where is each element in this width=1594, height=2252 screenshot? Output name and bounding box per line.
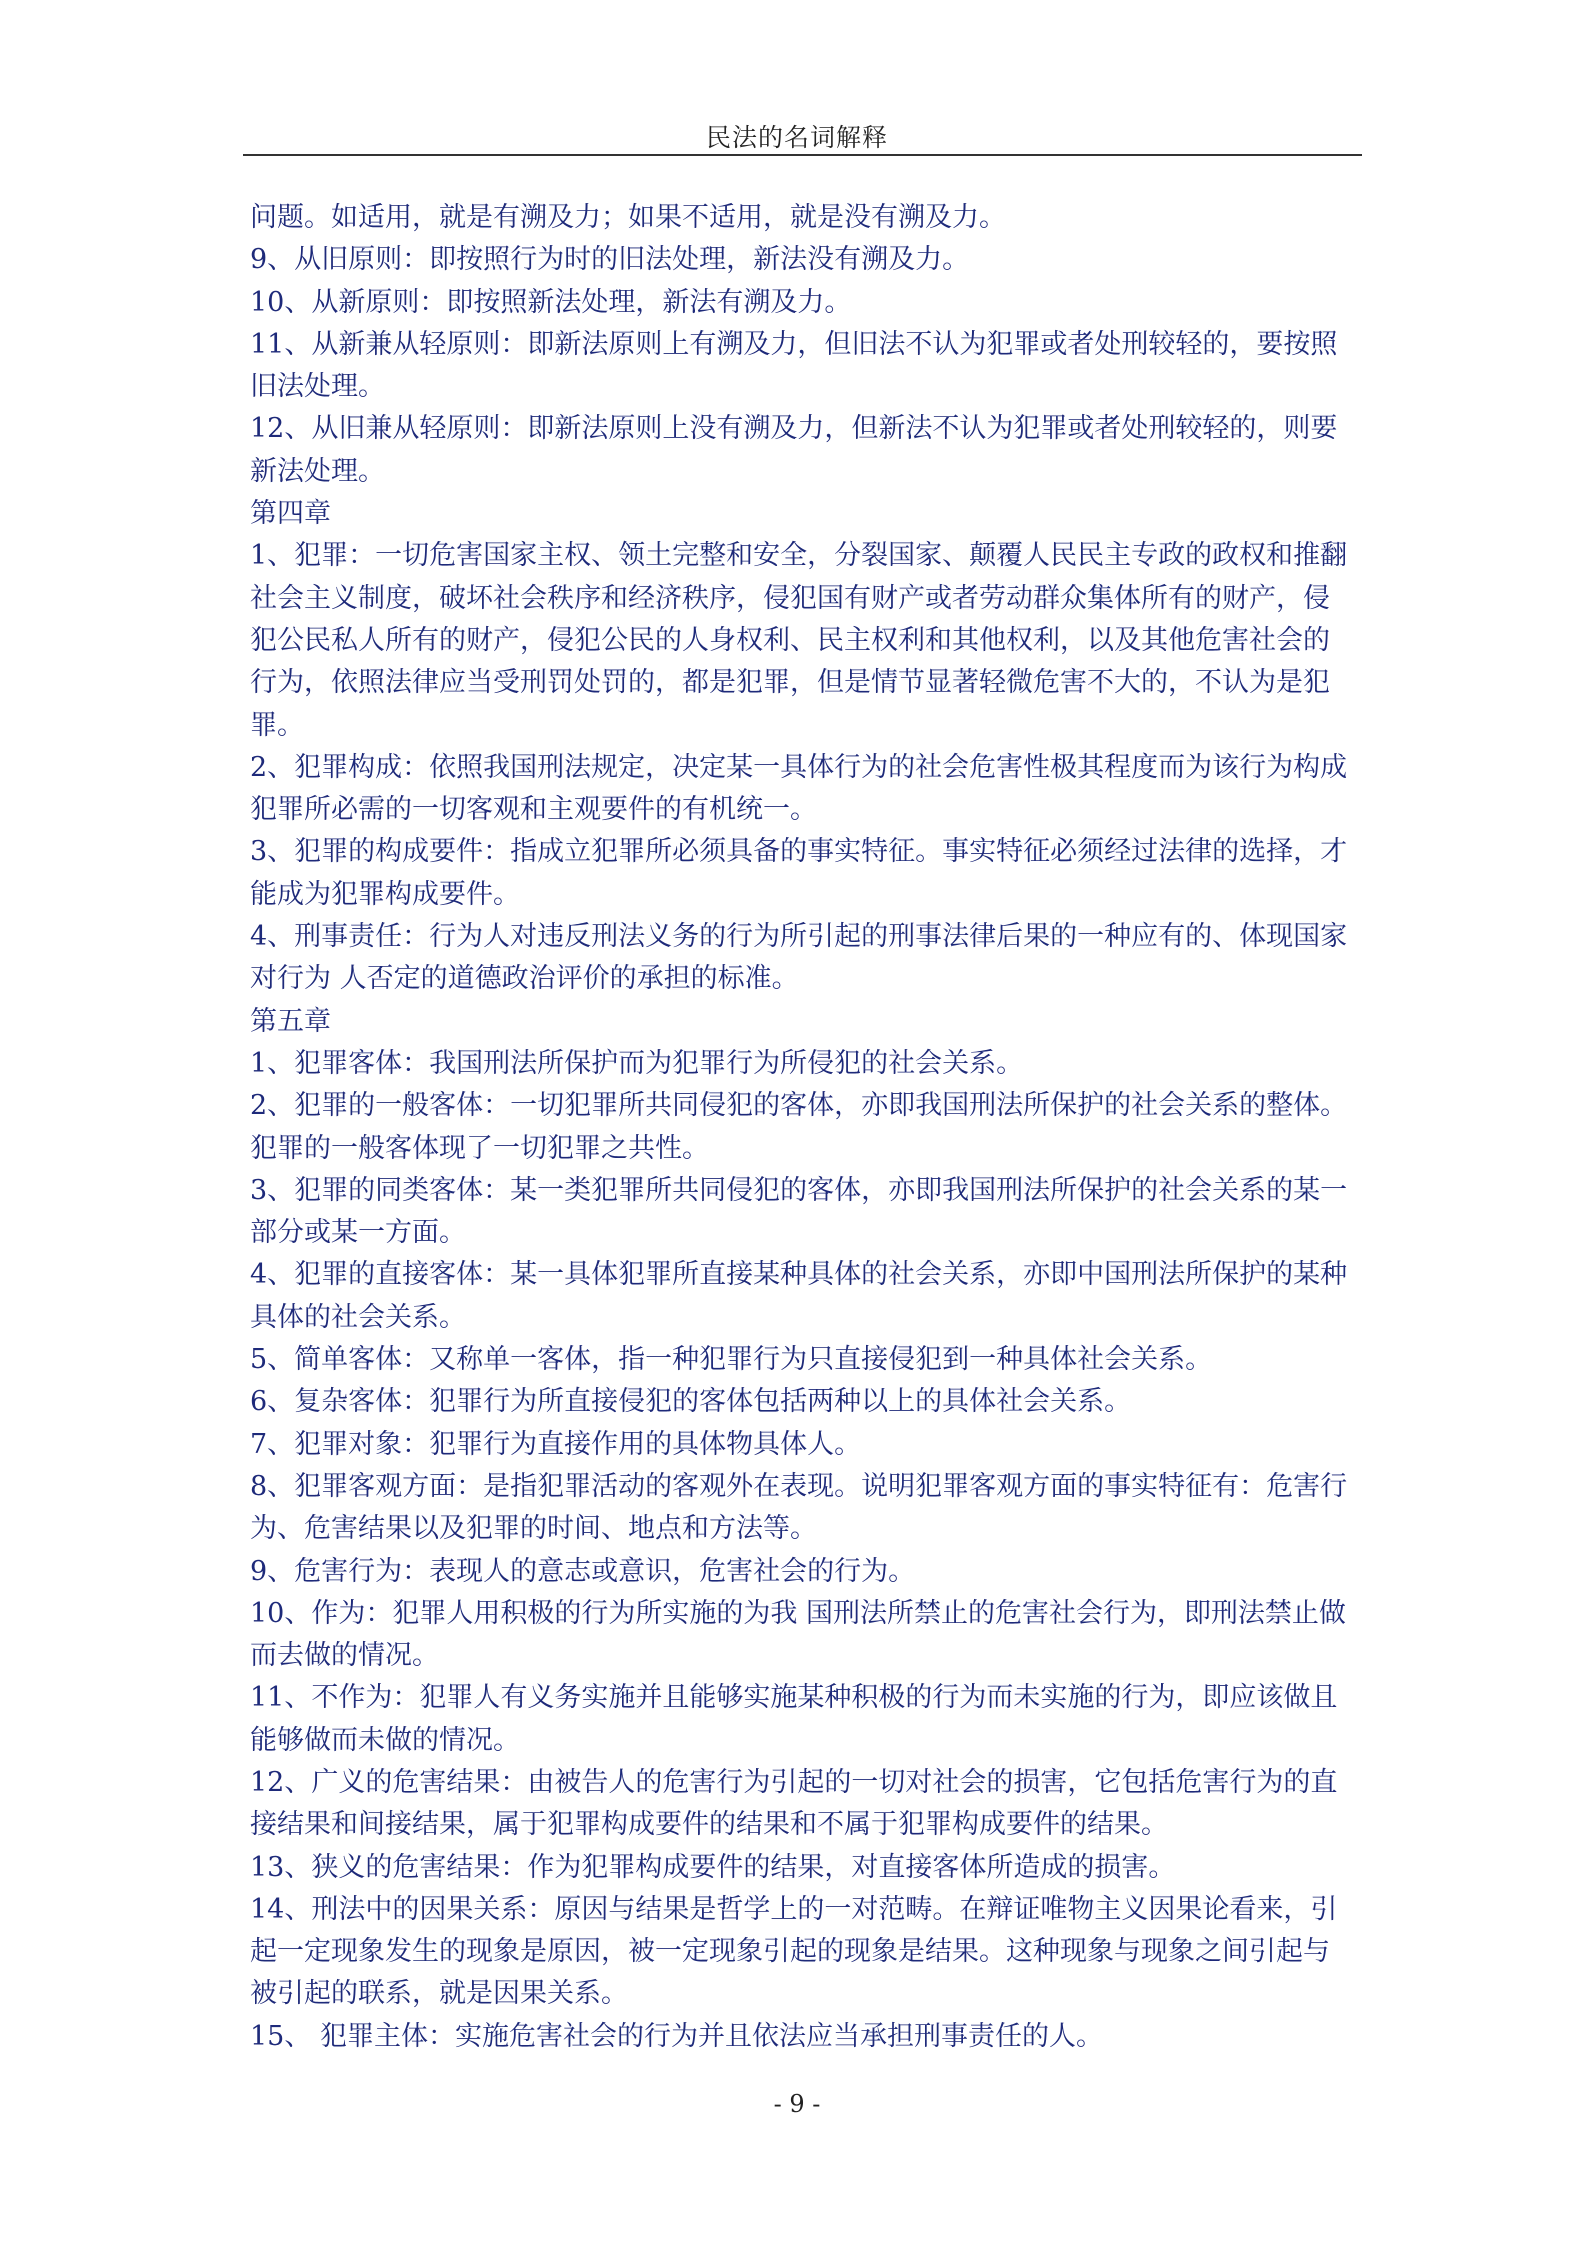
running-header-title: 民法的名词解释 [705, 123, 888, 152]
paragraph: 5、简单客体：又称单一客体，指一种犯罪行为只直接侵犯到一种具体社会关系。 [250, 1344, 1213, 1376]
page-number: - 9 - [773, 2090, 821, 2118]
paragraph: 1、犯罪客体：我国刑法所保护而为犯罪行为所侵犯的社会关系。 [250, 1047, 1024, 1079]
paragraph: 3、犯罪的同类客体：某一类犯罪所共同侵犯的客体，亦即我国刑法所保护的社会关系的某一部分或某一方面。 [250, 1174, 1348, 1249]
paragraph: 10、作为：犯罪人用积极的行为所实施的为我 国刑法所禁止的危害社会行为，即刑法禁止做而去做的情况。 [250, 1597, 1346, 1672]
paragraph: 4、犯罪的直接客体：某一具体犯罪所直接某种具体的社会关系，亦即中国刑法所保护的某种具体的社会关系。 [250, 1259, 1348, 1333]
paragraph: 10、从新原则：即按照新法处理，新法有溯及力。 [250, 286, 852, 318]
paragraph: 问题。如适用，就是有溯及力；如果不适用，就是没有溯及力。 [250, 202, 1006, 233]
paragraph: 8、犯罪客观方面：是指犯罪活动的客观外在表现。说明犯罪客观方面的事实特征有：危害行为、危害结果以及犯罪的时间、地点和方法等。 [250, 1470, 1348, 1545]
chapter-heading: 第五章 [250, 1005, 331, 1037]
header-divider [243, 154, 1362, 156]
paragraph: 6、复杂客体：犯罪行为所直接侵犯的客体包括两种以上的具体社会关系。 [250, 1386, 1132, 1418]
paragraph: 11、从新兼从轻原则：即新法原则上有溯及力，但旧法不认为犯罪或者处刑较轻的，要按照旧法处理。 [250, 328, 1338, 403]
chapter-heading: 第四章 [250, 498, 331, 530]
paragraph: 15、 犯罪主体：实施危害社会的行为并且依法应当承担刑事责任的人。 [250, 2020, 1103, 2052]
paragraph: 14、刑法中的因果关系：原因与结果是哲学上的一对范畴。在辩证唯物主义因果论看来，引起一定现象发生的现象是原因，被一定现象引起的现象是结果。这种现象与现象之间引起与被引起的联系，就是因果关系。 [250, 1893, 1338, 2010]
paragraph: 9、从旧原则：即按照行为时的旧法处理，新法没有溯及力。 [250, 244, 970, 276]
paragraph: 12、广义的危害结果：由被告人的危害行为引起的一切对社会的损害，它包括危害行为的直接结果和间接结果，属于犯罪构成要件的结果和不属于犯罪构成要件的结果。 [250, 1766, 1338, 1841]
paragraph: 2、犯罪的一般客体：一切犯罪所共同侵犯的客体，亦即我国刑法所保护的社会关系的整体。犯罪的一般客体现了一切犯罪之共性。 [250, 1090, 1348, 1164]
paragraph: 4、刑事责任：行为人对违反刑法义务的行为所引起的刑事法律后果的一种应有的、体现国家对行为 人否定的道德政治评价的承担的标准。 [250, 921, 1348, 995]
paragraph: 2、犯罪构成：依照我国刑法规定，决定某一具体行为的社会危害性极其程度而为该行为构成犯罪所必需的一切客观和主观要件的有机统一。 [250, 751, 1348, 826]
paragraph: 11、不作为：犯罪人有义务实施并且能够实施某种积极的行为而未实施的行为，即应该做且能够做而未做的情况。 [250, 1682, 1338, 1756]
paragraph: 1、犯罪：一切危害国家主权、领土完整和安全，分裂国家、颠覆人民民主专政的政权和推翻社会主义制度，破坏社会秩序和经济秩序，侵犯国有财产或者劳动群众集体所有的财产，侵犯公民私人所有的财产，侵犯公民的人身权利、民主权利和其他权利，以及其他危害社会的行为，依照法律应当受刑罚处罚的，都是犯罪，但是情节显著轻微危害不大的，不认为是犯罪。 [250, 540, 1348, 741]
paragraph: 9、危害行为：表现人的意志或意识，危害社会的行为。 [250, 1555, 916, 1587]
paragraph: 7、犯罪对象：犯罪行为直接作用的具体物具体人。 [250, 1428, 862, 1460]
paragraph: 13、狭义的危害结果：作为犯罪构成要件的结果，对直接客体所造成的损害。 [250, 1851, 1176, 1883]
paragraph: 3、犯罪的构成要件：指成立犯罪所必须具备的事实特征。事实特征必须经过法律的选择，才能成为犯罪构成要件。 [250, 836, 1348, 910]
paragraph: 12、从旧兼从轻原则：即新法原则上没有溯及力，但新法不认为犯罪或者处刑较轻的，则要新法处理。 [250, 413, 1338, 487]
document-body [250, 197, 1355, 2058]
